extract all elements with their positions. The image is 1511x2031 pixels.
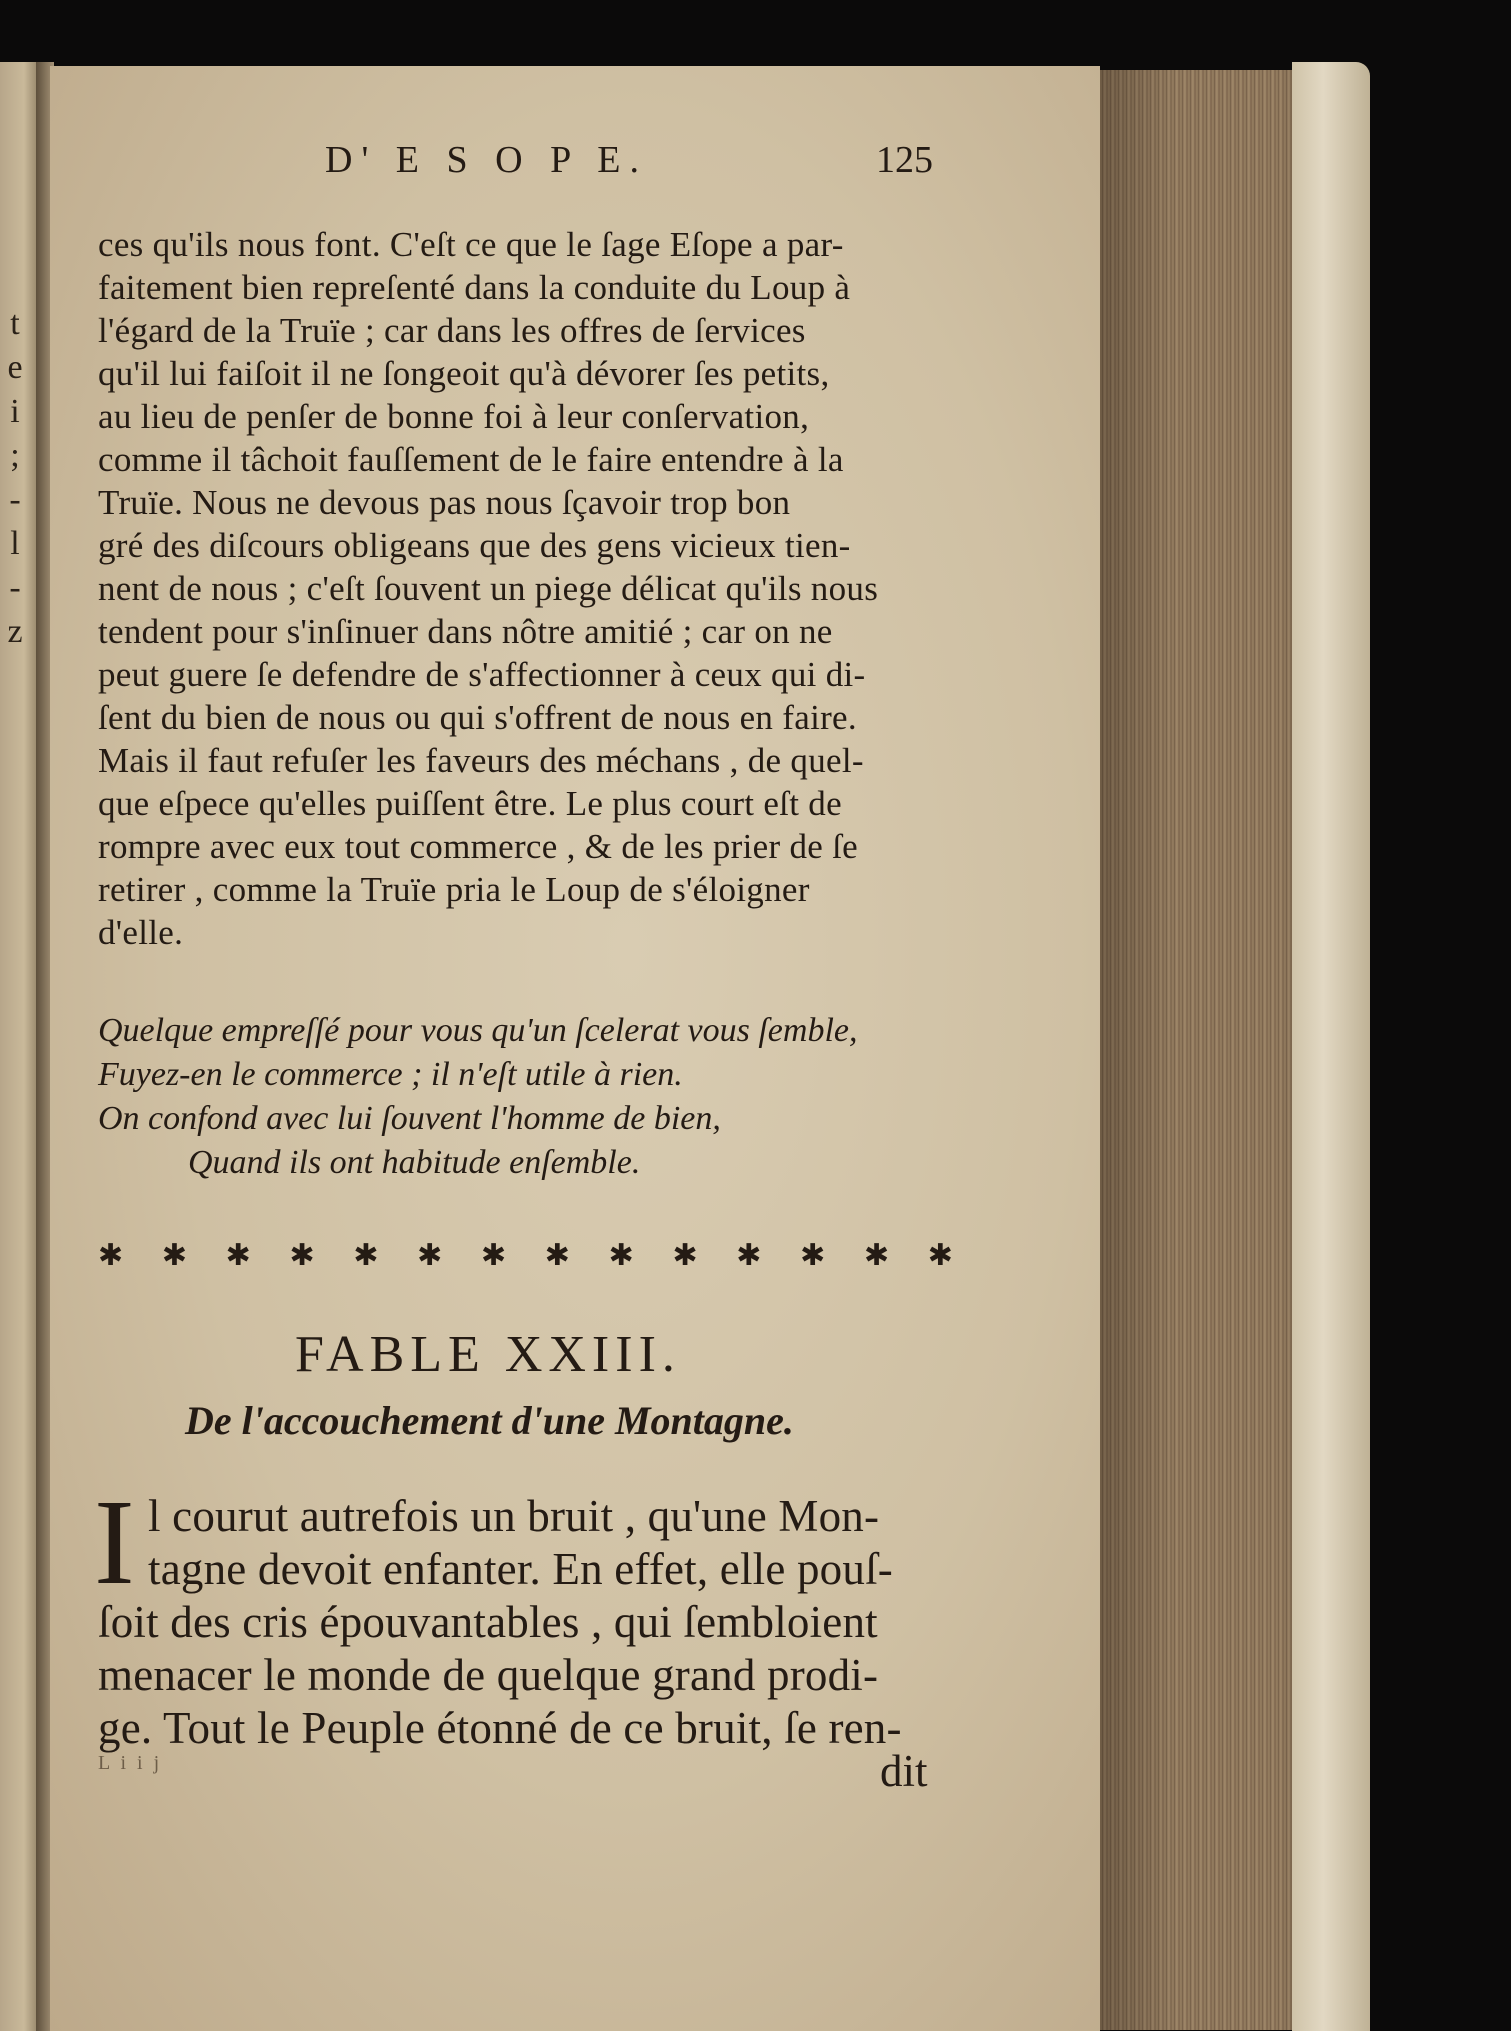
ornament-stars <box>98 1238 953 1273</box>
prev-letter: ; <box>10 437 20 474</box>
signature-mark: L i i j <box>98 1752 163 1774</box>
star-ornament: ✱ <box>353 1239 379 1272</box>
prev-letter: l <box>10 525 20 562</box>
moral-line: comme il tâchoit fauſſement de le faire entendre à la <box>98 440 844 479</box>
moral-line: nent de nous ; c'eſt ſouvent un piege délicat qu'ils nous <box>98 569 879 608</box>
moral-line: d'elle. <box>98 913 184 952</box>
running-head: D' E S O P E. <box>325 139 649 181</box>
drop-cap: I <box>94 1475 135 1610</box>
prev-letter: - <box>9 481 21 518</box>
verse-line: Quand ils ont habitude enſemble. <box>188 1144 641 1181</box>
fable-line: l courut autrefois un bruit , qu'une Mon- <box>148 1491 880 1541</box>
star-ornament: ✱ <box>927 1239 953 1272</box>
fable-line: ge. Tout le Peuple étonné de ce bruit, ſe ren- <box>98 1703 902 1753</box>
star-ornament: ✱ <box>608 1239 634 1272</box>
fable-line: ſoit des cris épouvantables , qui ſembloient <box>98 1597 878 1647</box>
star-ornament: ✱ <box>672 1239 698 1272</box>
moral-line: peut guere ſe defendre de s'affectionner à ceux qui di- <box>98 655 866 694</box>
catchword: dit <box>880 1746 928 1796</box>
star-ornament: ✱ <box>417 1239 443 1272</box>
moral-line: gré des diſcours obligeans que des gens vicieux tien- <box>98 526 851 565</box>
moral-line: Truïe. Nous ne devous pas nous ſçavoir trop bon <box>98 483 791 522</box>
moral-line: rompre avec eux tout commerce , & de les prier de ſe <box>98 827 858 866</box>
moral-line: au lieu de penſer de bonne foi à leur conſervation, <box>98 397 810 436</box>
star-ornament: ✱ <box>225 1239 251 1272</box>
fable-subtitle: De l'accouchement d'une Montagne. <box>185 1398 794 1443</box>
page-number: 125 <box>876 139 933 181</box>
previous-page-edge <box>0 62 40 2031</box>
verse-line: Quelque empreſſé pour vous qu'un ſcelerat vous ſemble, <box>98 1012 858 1049</box>
fable-title: FABLE XXIII. <box>295 1326 681 1383</box>
star-ornament: ✱ <box>289 1239 315 1272</box>
star-ornament: ✱ <box>161 1239 187 1272</box>
previous-page-letters <box>0 302 30 654</box>
moral-line: retirer , comme la Truïe pria le Loup de s'éloigner <box>98 870 810 909</box>
moral-line: l'égard de la Truïe ; car dans les offres de ſervices <box>98 311 806 350</box>
star-ornament: ✱ <box>800 1239 826 1272</box>
star-ornament: ✱ <box>736 1239 762 1272</box>
vellum-cover <box>1292 62 1370 2031</box>
star-ornament: ✱ <box>98 1239 124 1272</box>
prev-letter: i <box>10 393 20 430</box>
moral-line: tendent pour s'inſinuer dans nôtre amitié ; car on ne <box>98 612 833 651</box>
moral-line: ces qu'ils nous font. C'eſt ce que le ſage Eſope a par- <box>98 225 844 264</box>
moral-line: ſent du bien de nous ou qui s'offrent de nous en faire. <box>98 698 857 737</box>
verse-line: Fuyez-en le commerce ; il n'eſt utile à rien. <box>98 1056 683 1093</box>
moral-line: que eſpece qu'elles puiſſent être. Le plus court eſt de <box>98 784 842 823</box>
moral-line: qu'il lui faiſoit il ne ſongeoit qu'à dévorer ſes petits, <box>98 354 830 393</box>
star-ornament: ✱ <box>480 1239 507 1272</box>
moral-line: faitement bien repreſenté dans la conduite du Loup à <box>98 268 851 307</box>
prev-letter: e <box>7 349 23 386</box>
moral-line: Mais il faut refuſer les faveurs des méchans , de quel- <box>98 741 864 780</box>
prev-letter: - <box>9 569 21 606</box>
prev-letter: t <box>10 305 20 342</box>
prev-letter: z <box>7 613 23 650</box>
star-ornament: ✱ <box>863 1239 890 1272</box>
star-ornament: ✱ <box>544 1239 570 1272</box>
fable-line: menacer le monde de quelque grand prodi- <box>98 1650 879 1700</box>
fable-line: tagne devoit enfanter. En effet, elle pouſ- <box>148 1544 893 1594</box>
verse-line: On confond avec lui ſouvent l'homme de bien, <box>98 1100 721 1137</box>
